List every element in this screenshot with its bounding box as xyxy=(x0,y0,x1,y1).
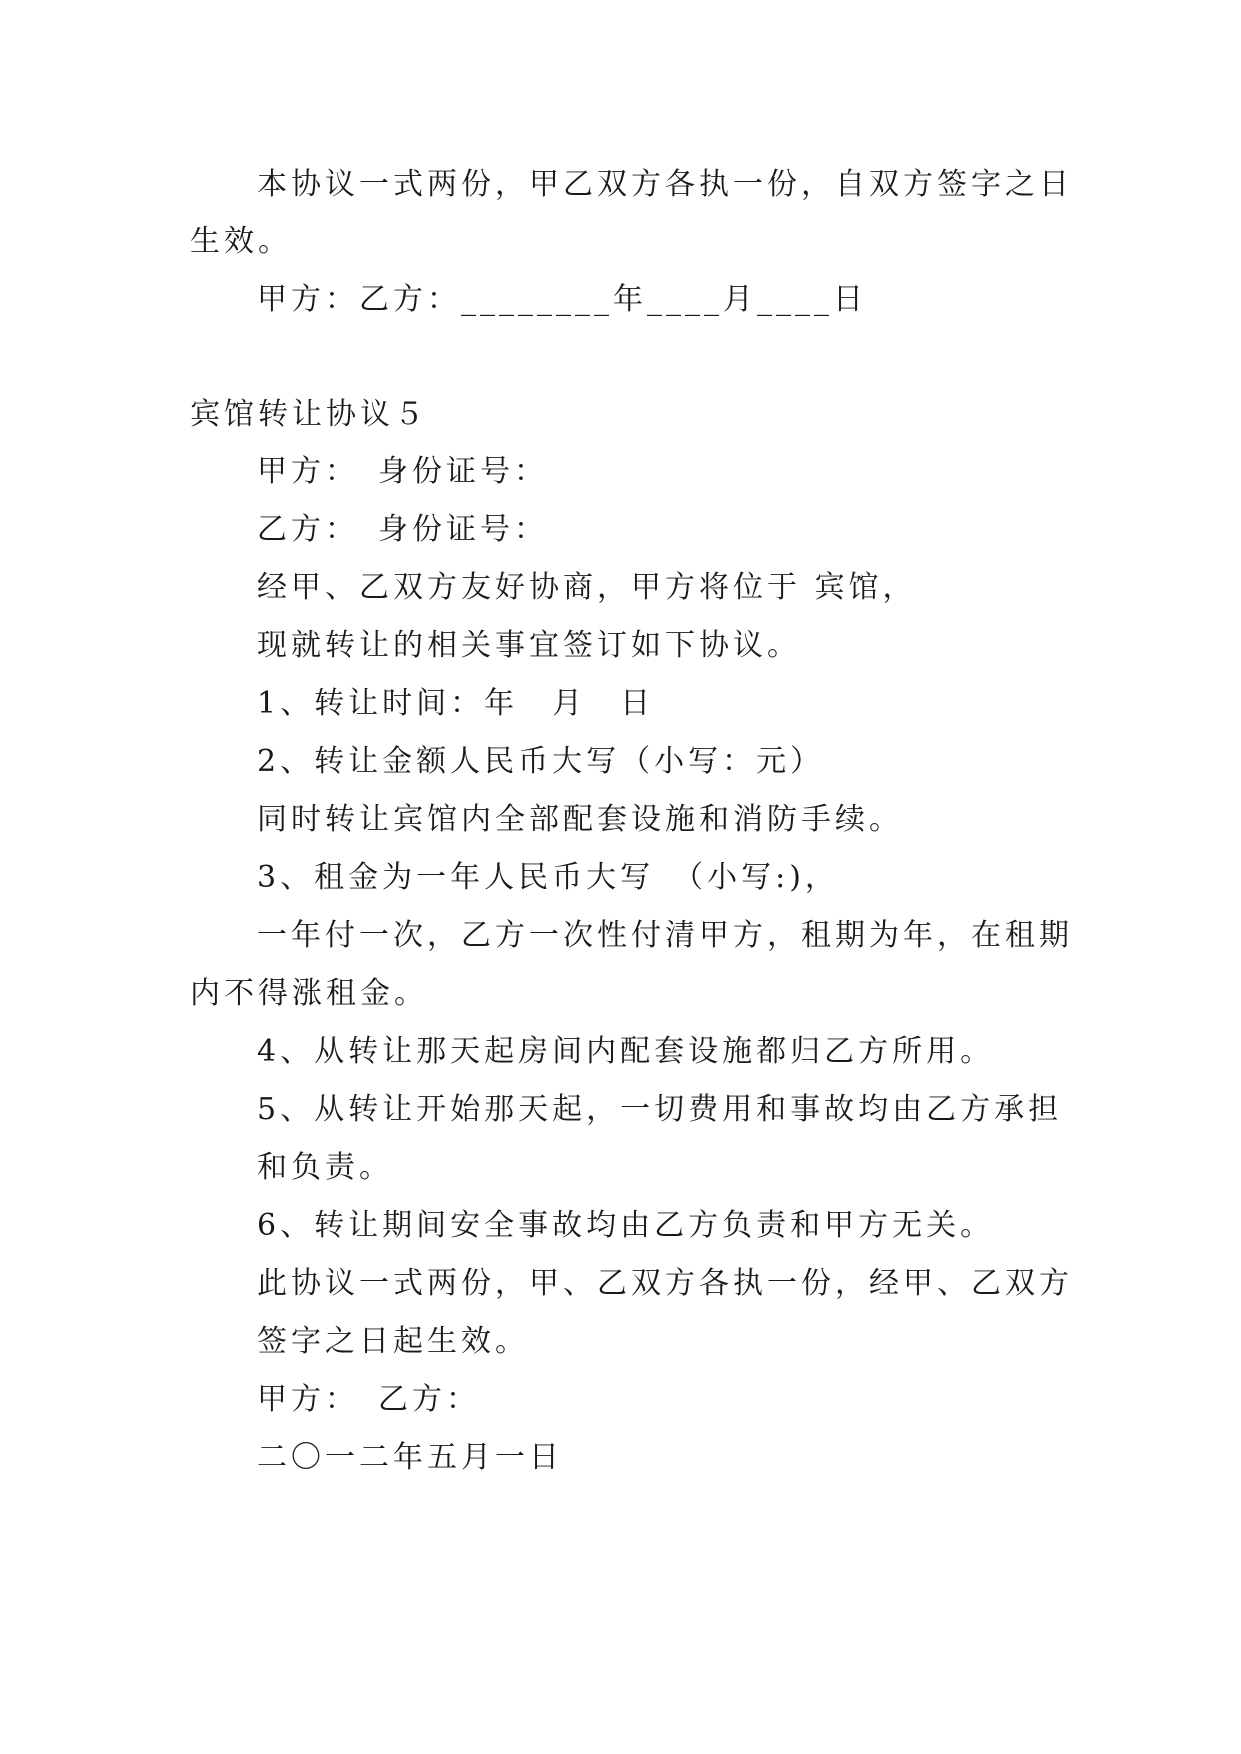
clause-3-line-2: 一年付一次，乙方一次性付清甲方，租期为年，在租期 xyxy=(257,918,1073,953)
section-title: 宾馆转让协议５ xyxy=(190,397,428,432)
prev-closing-line-2: 生效。 xyxy=(190,224,292,259)
clause-2: 2、转让金额人民币大写（小写：元） xyxy=(257,744,825,779)
signature-line: 甲方： 乙方： xyxy=(257,1382,480,1417)
clause-3: 3、租金为一年人民币大写 （小写:)， xyxy=(257,860,839,895)
prev-closing-line-1: 本协议一式两份，甲乙双方各执一份，自双方签字之日 xyxy=(257,167,1073,202)
clause-5-line-2: 和负责。 xyxy=(257,1150,393,1185)
clause-4: 4、从转让那天起房间内配套设施都归乙方所用。 xyxy=(257,1034,995,1069)
date-line: 二〇一二年五月一日 xyxy=(257,1440,563,1475)
prev-signature-line: 甲方：乙方：________年____月____日 xyxy=(257,282,867,317)
clause-2-note: 同时转让宾馆内全部配套设施和消防手续。 xyxy=(257,802,903,837)
intro-line-2: 现就转让的相关事宜签订如下协议。 xyxy=(257,628,801,663)
clause-1: 1、转让时间：年 月 日 xyxy=(257,686,655,721)
clause-5: 5、从转让开始那天起，一切费用和事故均由乙方承担 xyxy=(257,1092,1063,1127)
party-b-line: 乙方： 身份证号： xyxy=(257,512,548,547)
clause-3-line-3: 内不得涨租金。 xyxy=(190,976,428,1011)
party-a-line: 甲方： 身份证号： xyxy=(257,454,548,489)
closing-line-2: 签字之日起生效。 xyxy=(257,1324,529,1359)
closing-line: 此协议一式两份，甲、乙双方各执一份，经甲、乙双方 xyxy=(257,1266,1073,1301)
intro-line: 经甲、乙双方友好协商，甲方将位于 宾馆， xyxy=(257,570,917,605)
clause-6: 6、转让期间安全事故均由乙方负责和甲方无关。 xyxy=(257,1208,995,1243)
